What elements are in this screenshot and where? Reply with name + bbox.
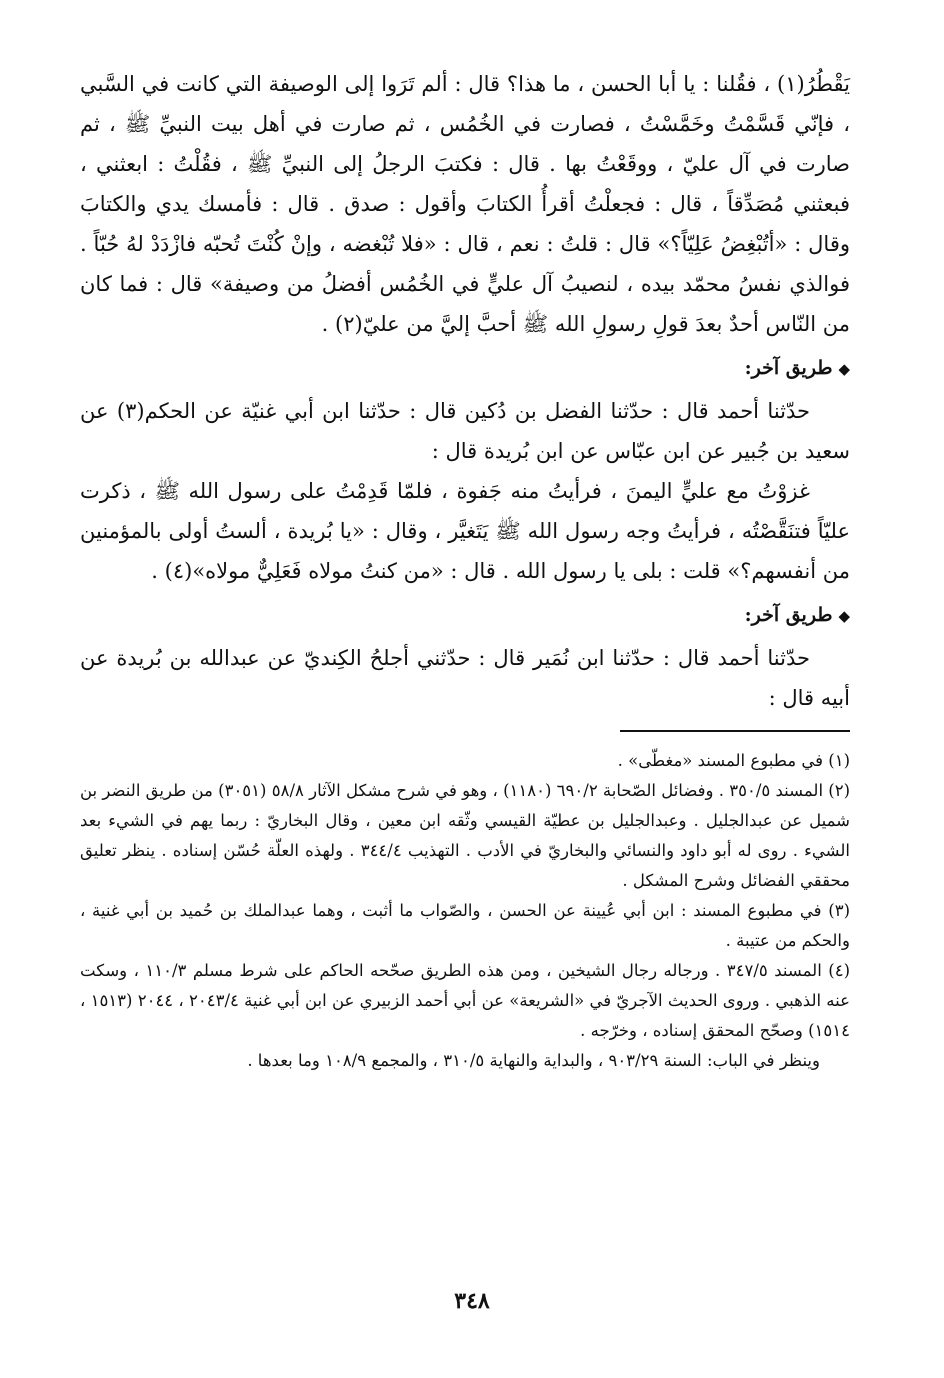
footnote-3: (٣) في مطبوع المسند : ابن أبي عُيينة عن الحسن ، والصّواب ما أثبت ، وهما عبدالملك بن حُميد بن أبي غنية ، والحكم من عتيبة . <box>80 901 850 950</box>
section-heading-1-text: طريق آخر: <box>744 357 833 379</box>
footnote-2: (٢) المسند ٣٥٠/٥ . وفضائل الصّحابة ٦٩٠/٢ (١١٨٠) ، وهو في شرح مشكل الآثار ٥٨/٨ (٣٠٥١) من طريق النضر بن شميل عن عبدالجليل . وعبدالجليل بن عطيّة القيسي وثّقه ابن معين ، وقال البخاريّ : ربما يهم في الشيء بعد الشيء . روى له أبو داود والنسائي والبخاريّ في الأدب . التهذيب ٣٤٤/٤ . ولهذه العلّة حُسّن إسناده . ينظر تعليق محققي الفضائل وشرح المشكل . <box>80 781 851 890</box>
section-heading-1 <box>80 350 850 387</box>
diamond-icon: ◆ <box>838 607 850 625</box>
body-paragraph-1: يَقْطُرُ(١) ، فقُلنا : يا أبا الحسن ، ما هذا؟ قال : ألم تَرَوا إلى الوصيفة التي كانت في السَّبي ، فإنّي قَسَّمْتُ وخَمَّسْتُ ، فصارت في الخُمُس ، ثم صارت في أهل بيت النبيِّ ﷺ ، ثم صارت في آل عليّ ، ووقَعْتُ بها . قال : فكتبَ الرجلُ إلى النبيِّ ﷺ ، فقُلْتُ : ابعثني ، فبعثني مُصَدِّقاً ، قال : فجعلْتُ أقرأُ الكتابَ وأقول : صدق . قال : فأمسك يدي والكتابَ وقال : «أتُبْغِضُ عَلِيّاً؟» قال : قلتُ : نعم ، قال : «فلا تُبْغضه ، وإنْ كُنْتَ تُحبّه فازْدَدْ لهُ حُبّاً . فوالذي نفسُ محمّد بيده ، لنصيبُ آل عليٍّ في الخُمُس أفضلُ من وصيفة» قال : فما كان من النّاس أحدٌ بعدَ قولِ رسولِ الله ﷺ أحبَّ إليَّ من عليّ(٢) . <box>80 72 850 336</box>
section-heading-2-text: طريق آخر: <box>744 604 833 626</box>
section-heading-2 <box>80 597 850 634</box>
body-paragraph-3: غزوْتُ مع عليٍّ اليمنَ ، فرأيتُ منه جَفوة ، فلمّا قَدِمْتُ على رسول الله ﷺ ، ذكرت عليّاً فتنَقَّصْتُه ، فرأيتُ وجه رسول الله ﷺ يَتَغيَّر ، وقال : «يا بُريدة ، ألستُ أولى بالمؤمنين من أنفسهم؟» قلت : بلى يا رسول الله . قال : «من كنتُ مولاه فَعَلِيٌّ مولاه»(٤) . <box>80 479 850 583</box>
footnote-1: (١) في مطبوع المسند «مغطّى» . <box>617 751 850 770</box>
footnote-4: (٤) المسند ٣٤٧/٥ . ورجاله رجال الشيخين ، ومن هذه الطريق صحّحه الحاكم على شرط مسلم ١١٠/٣ ، وسكت عنه الذهبي . وروى الحديث الآجريّ في «الشريعة» عن أبي أحمد الزبيري عن ابن أبي غنية ٢٠٤٣/٤ ، ٢٠٤٤ (١٥١٣ ، ١٥١٤) وصحّح المحقق إسناده ، وخرّجه . <box>80 961 850 1040</box>
body-paragraph-2: حدّثنا أحمد قال : حدّثنا الفضل بن دُكين قال : حدّثنا ابن أبي غنيّة عن الحكم(٣) عن سعيد بن جُبير عن ابن عبّاس عن ابن بُريدة قال : <box>80 399 850 463</box>
footnote-separator <box>620 730 850 732</box>
body-paragraph-4: حدّثنا أحمد قال : حدّثنا ابن نُمَير قال : حدّثني أجلحُ الكِنديّ عن عبدالله بن بُريدة عن أبيه قال : <box>80 646 850 710</box>
page-number: ٣٤٨ <box>454 1288 490 1314</box>
page-content <box>80 64 850 1076</box>
diamond-icon: ◆ <box>838 360 850 378</box>
footnote-4-continuation: وينظر في الباب: السنة ٩٠٣/٢٩ ، والبداية والنهاية ٣١٠/٥ ، والمجمع ١٠٨/٩ وما بعدها . <box>247 1051 820 1070</box>
